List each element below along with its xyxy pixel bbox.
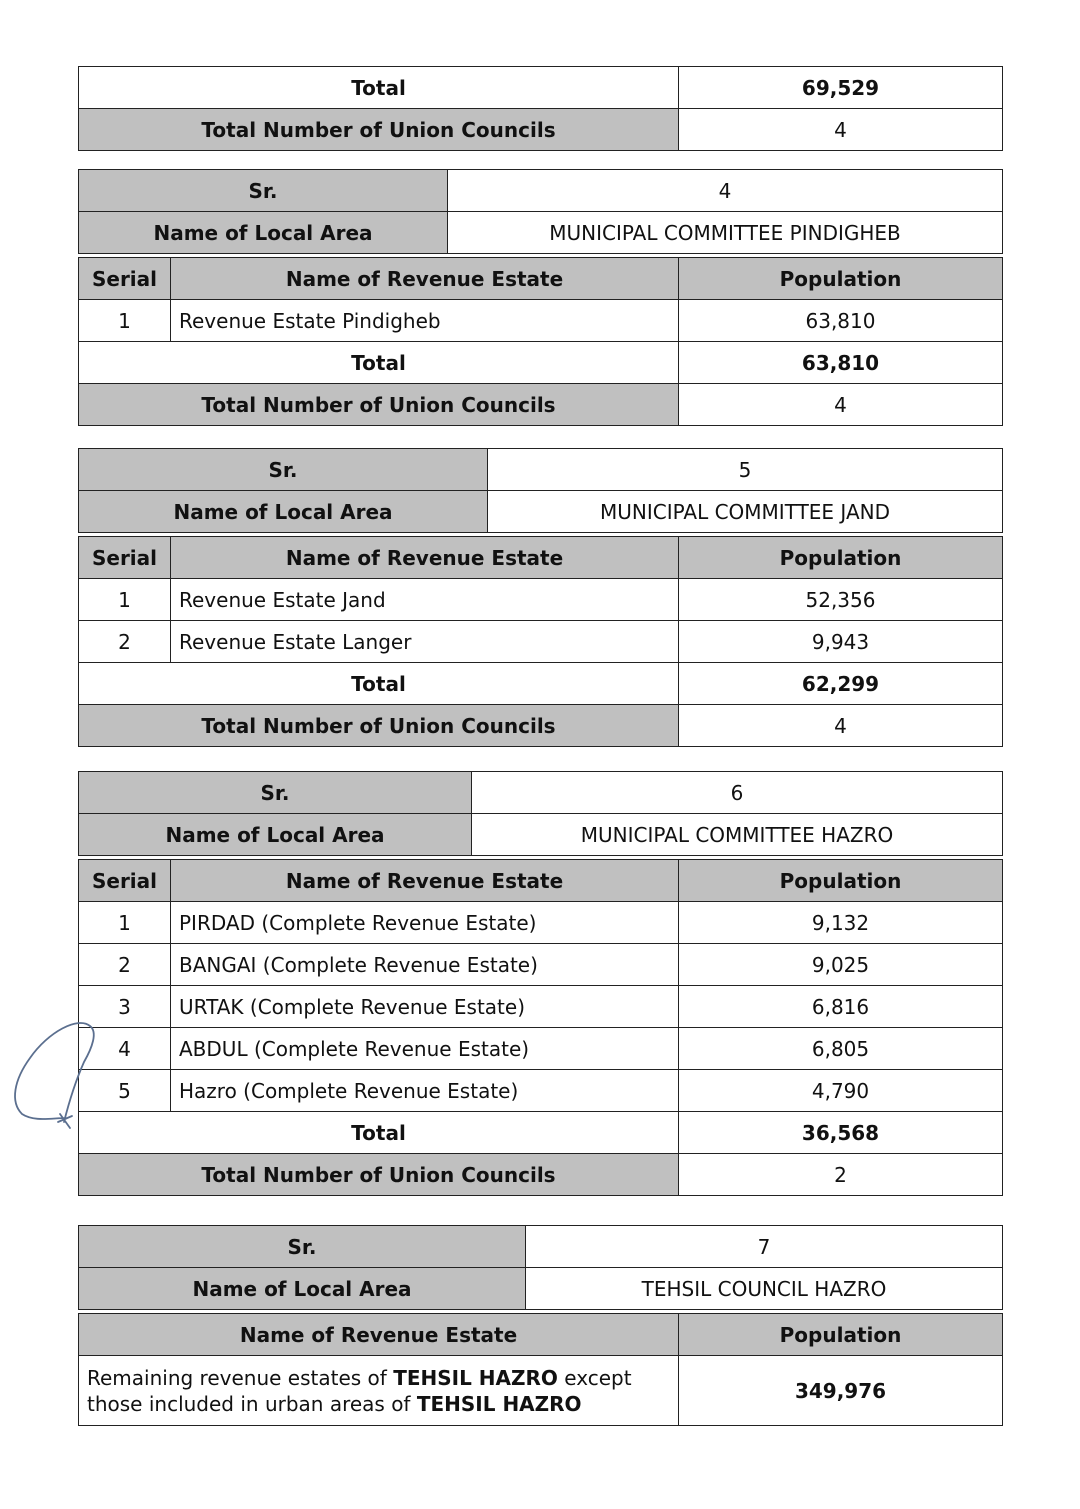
estate-cell: Hazro (Complete Revenue Estate) (171, 1070, 679, 1112)
sr-row (79, 1226, 1003, 1268)
total-label: Total (79, 1112, 679, 1154)
sr-value: 4 (448, 170, 1003, 212)
remaining-estates-cell (79, 1356, 679, 1426)
population-cell: 6,816 (679, 986, 1003, 1028)
column-header-row (79, 258, 1003, 300)
total-value: 36,568 (679, 1112, 1003, 1154)
union-councils-row (79, 705, 1003, 747)
remaining-bold-2: TEHSIL HAZRO (416, 1391, 582, 1416)
local-area-value: TEHSIL COUNCIL HAZRO (526, 1268, 1003, 1310)
population-cell: 349,976 (679, 1356, 1003, 1426)
total-row (79, 67, 1003, 109)
remaining-text-3: those included in urban areas of (87, 1391, 417, 1416)
remaining-text-2: except (557, 1365, 632, 1390)
sr-value: 7 (526, 1226, 1003, 1268)
local-area-label: Name of Local Area (79, 1268, 526, 1310)
estate-cell: URTAK (Complete Revenue Estate) (171, 986, 679, 1028)
section-4-table (78, 257, 1003, 426)
section-5-table (78, 536, 1003, 747)
estate-cell: ABDUL (Complete Revenue Estate) (171, 1028, 679, 1070)
sr-value: 5 (488, 449, 1003, 491)
local-area-label: Name of Local Area (79, 491, 488, 533)
sr-value: 6 (472, 772, 1003, 814)
population-cell: 6,805 (679, 1028, 1003, 1070)
sr-label: Sr. (79, 170, 448, 212)
population-header: Population (679, 1314, 1003, 1356)
signature-icon (8, 1018, 108, 1130)
local-area-value: MUNICIPAL COMMITTEE JAND (488, 491, 1003, 533)
serial-cell: 4 (79, 1028, 171, 1070)
local-area-row (79, 491, 1003, 533)
population-header: Population (679, 860, 1003, 902)
total-value: 62,299 (679, 663, 1003, 705)
table-row (79, 1028, 1003, 1070)
serial-cell: 2 (79, 621, 171, 663)
estate-cell: Revenue Estate Pindigheb (171, 300, 679, 342)
estate-header: Name of Revenue Estate (171, 860, 679, 902)
total-row (79, 663, 1003, 705)
table-row (79, 579, 1003, 621)
column-header-row (79, 1314, 1003, 1356)
remaining-text-1: Remaining revenue estates of (87, 1365, 394, 1390)
population-cell: 9,132 (679, 902, 1003, 944)
local-area-value: MUNICIPAL COMMITTEE PINDIGHEB (448, 212, 1003, 254)
total-value: 69,529 (679, 67, 1003, 109)
column-header-row (79, 860, 1003, 902)
total-value: 63,810 (679, 342, 1003, 384)
estate-cell: Revenue Estate Langer (171, 621, 679, 663)
union-councils-label: Total Number of Union Councils (79, 1154, 679, 1196)
remaining-bold-1: TEHSIL HAZRO (393, 1365, 558, 1390)
union-councils-value: 2 (679, 1154, 1003, 1196)
serial-cell: 2 (79, 944, 171, 986)
table-row (79, 1356, 1003, 1426)
sr-label: Sr. (79, 449, 488, 491)
local-area-value: MUNICIPAL COMMITTEE HAZRO (472, 814, 1003, 856)
union-councils-row (79, 1154, 1003, 1196)
continued-section-table (78, 66, 1003, 151)
serial-cell: 3 (79, 986, 171, 1028)
serial-cell: 1 (79, 902, 171, 944)
table-row (79, 986, 1003, 1028)
population-cell: 4,790 (679, 1070, 1003, 1112)
serial-cell: 1 (79, 579, 171, 621)
union-councils-row (79, 384, 1003, 426)
population-cell: 52,356 (679, 579, 1003, 621)
sr-label: Sr. (79, 1226, 526, 1268)
union-councils-value: 4 (679, 109, 1003, 151)
population-cell: 9,943 (679, 621, 1003, 663)
union-councils-row (79, 109, 1003, 151)
section-6-header (78, 771, 1003, 856)
population-header: Population (679, 537, 1003, 579)
total-row (79, 1112, 1003, 1154)
union-councils-label: Total Number of Union Councils (79, 384, 679, 426)
local-area-label: Name of Local Area (79, 212, 448, 254)
serial-cell: 1 (79, 300, 171, 342)
population-header: Population (679, 258, 1003, 300)
estate-header: Name of Revenue Estate (171, 258, 679, 300)
total-label: Total (79, 67, 679, 109)
section-7-header (78, 1225, 1003, 1310)
local-area-row (79, 814, 1003, 856)
local-area-row (79, 1268, 1003, 1310)
table-row (79, 944, 1003, 986)
total-label: Total (79, 342, 679, 384)
section-4-header (78, 169, 1003, 254)
serial-cell: 5 (79, 1070, 171, 1112)
estate-header: Name of Revenue Estate (171, 537, 679, 579)
section-5-header (78, 448, 1003, 533)
population-cell: 63,810 (679, 300, 1003, 342)
estate-cell: Revenue Estate Jand (171, 579, 679, 621)
union-councils-value: 4 (679, 705, 1003, 747)
table-row (79, 902, 1003, 944)
union-councils-label: Total Number of Union Councils (79, 109, 679, 151)
sr-row (79, 170, 1003, 212)
total-row (79, 342, 1003, 384)
sr-row (79, 772, 1003, 814)
total-label: Total (79, 663, 679, 705)
table-row (79, 1070, 1003, 1112)
column-header-row (79, 537, 1003, 579)
population-cell: 9,025 (679, 944, 1003, 986)
section-7-table (78, 1313, 1003, 1426)
serial-header: Serial (79, 860, 171, 902)
sr-row (79, 449, 1003, 491)
estate-header: Name of Revenue Estate (79, 1314, 679, 1356)
estate-cell: PIRDAD (Complete Revenue Estate) (171, 902, 679, 944)
section-6-table (78, 859, 1003, 1196)
table-row (79, 300, 1003, 342)
serial-header: Serial (79, 258, 171, 300)
local-area-row (79, 212, 1003, 254)
union-councils-label: Total Number of Union Councils (79, 705, 679, 747)
table-row (79, 621, 1003, 663)
serial-header: Serial (79, 537, 171, 579)
sr-label: Sr. (79, 772, 472, 814)
union-councils-value: 4 (679, 384, 1003, 426)
local-area-label: Name of Local Area (79, 814, 472, 856)
estate-cell: BANGAI (Complete Revenue Estate) (171, 944, 679, 986)
